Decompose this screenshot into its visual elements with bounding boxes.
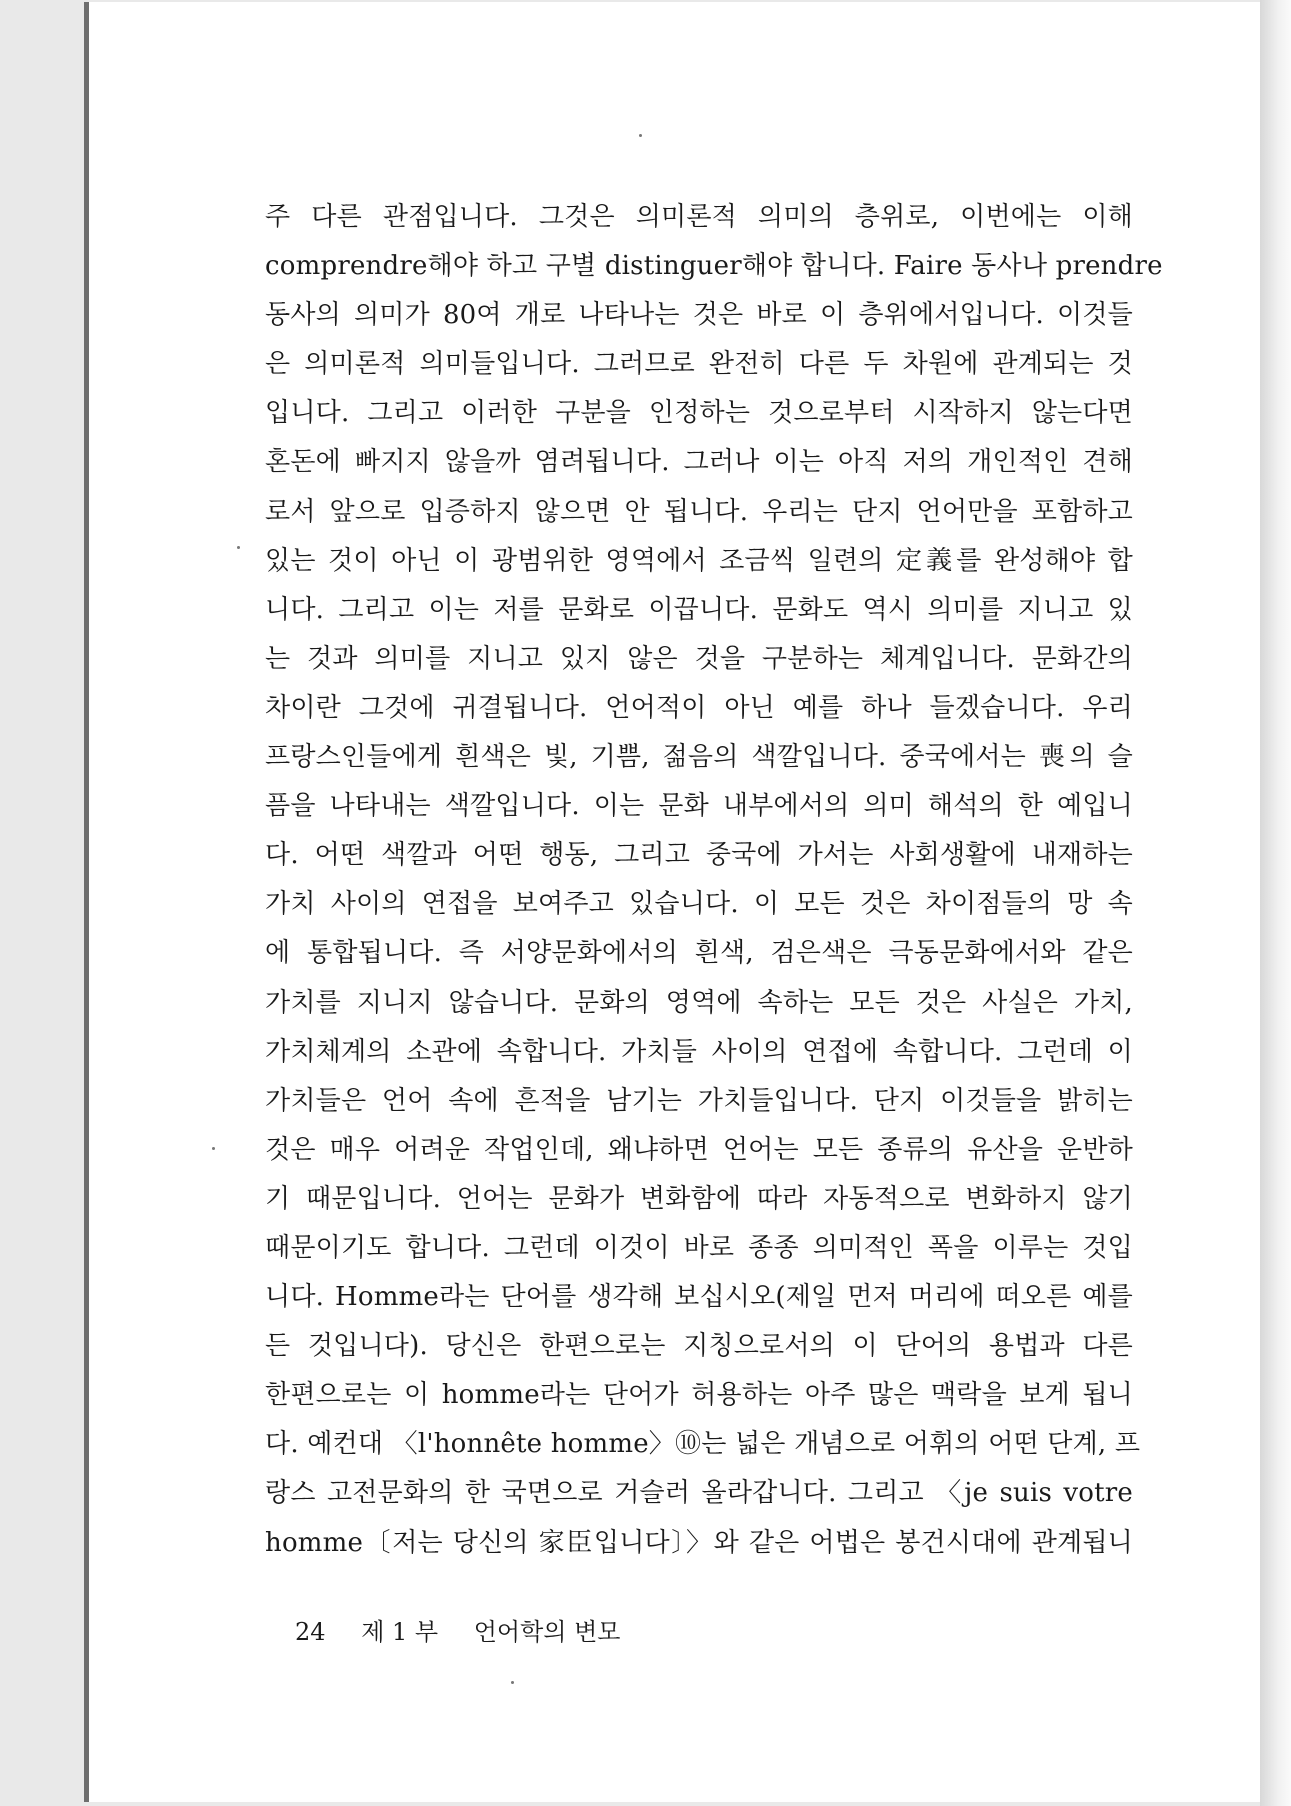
- text-line: 있는 것이 아닌 이 광범위한 영역에서 조금씩 일련의 定義를 완성해야 합: [265, 545, 1133, 576]
- text-line: 가치들은 언어 속에 흔적을 남기는 가치들입니다. 단지 이것들을 밝히는: [265, 1085, 1133, 1116]
- text-line: 때문이기도 합니다. 그런데 이것이 바로 종종 의미적인 폭을 이루는 것입: [265, 1232, 1133, 1263]
- text-line: 것은 매우 어려운 작업인데, 왜냐하면 언어는 모든 종류의 유산을 운반하: [265, 1134, 1133, 1165]
- text-line: 는 것과 의미를 지니고 있지 않은 것을 구분하는 체계입니다. 문화간의: [265, 643, 1133, 674]
- text-line: 가치체계의 소관에 속합니다. 가치들 사이의 연접에 속합니다. 그런데 이: [265, 1036, 1133, 1067]
- text-line: 기 때문입니다. 언어는 문화가 변화함에 따라 자동적으로 변화하지 않기: [265, 1183, 1133, 1214]
- body-text: [265, 193, 1163, 1568]
- part-label: 제 1 부: [361, 1618, 439, 1646]
- text-line: 차이란 그것에 귀결됩니다. 언어적이 아닌 예를 하나 들겠습니다. 우리: [265, 692, 1133, 723]
- text-line: 픔을 나타내는 색깔입니다. 이는 문화 내부에서의 의미 해석의 한 예입니: [265, 791, 1133, 822]
- text-line: 프랑스인들에게 흰색은 빛, 기쁨, 젊음의 색깔입니다. 중국에서는 喪의 슬: [265, 742, 1133, 773]
- text-line: 은 의미론적 의미들입니다. 그러므로 완전히 다른 두 차원에 관계되는 것: [265, 349, 1133, 380]
- text-line: 한편으로는 이 homme라는 단어가 허용하는 아주 많은 맥락을 보게 됩니: [265, 1380, 1133, 1411]
- text-line: 로서 앞으로 입증하지 않으면 안 됩니다. 우리는 단지 언어만을 포함하고: [265, 496, 1133, 527]
- scan-speck: [212, 1147, 215, 1150]
- scan-speck: [639, 134, 642, 137]
- text-line: 동사의 의미가 80여 개로 나타나는 것은 바로 이 층위에서입니다. 이것들: [265, 300, 1133, 331]
- text-line: 니다. Homme라는 단어를 생각해 보십시오(제일 먼저 머리에 떠오른 예를: [265, 1282, 1133, 1313]
- text-line: 에 통합됩니다. 즉 서양문화에서의 흰색, 검은색은 극동문화에서와 같은: [265, 938, 1133, 969]
- text-line: 가치 사이의 연접을 보여주고 있습니다. 이 모든 것은 차이점들의 망 속: [265, 889, 1133, 920]
- text-line: 든 것입니다). 당신은 한편으로는 지칭으로서의 이 단어의 용법과 다른: [265, 1331, 1133, 1362]
- text-line: 혼돈에 빠지지 않을까 염려됩니다. 그러나 이는 아직 저의 개인적인 견해: [265, 447, 1133, 478]
- text-line: 입니다. 그리고 이러한 구분을 인정하는 것으로부터 시작하지 않는다면: [265, 398, 1133, 429]
- text-line: 다. 예컨대 〈l'honnête homme〉⑩는 넓은 개념으로 어휘의 어떤 단계, 프: [265, 1429, 1141, 1460]
- text-line: 랑스 고전문화의 한 국면으로 거슬러 올라갑니다. 그리고 〈je suis votre: [265, 1478, 1133, 1509]
- scan-speck: [237, 546, 240, 549]
- page-edge: [1260, 0, 1291, 1806]
- text-line: comprendre해야 하고 구별 distinguer해야 합니다. Faire 동사나 prendre: [265, 251, 1163, 282]
- text-line: 니다. 그리고 이는 저를 문화로 이끕니다. 문화도 역시 의미를 지니고 있: [265, 594, 1133, 625]
- page-number: 24: [295, 1618, 326, 1646]
- page-footer: [295, 1612, 648, 1647]
- text-line: 다. 어떤 색깔과 어떤 행동, 그리고 중국에 가서는 사회생활에 내재하는: [265, 840, 1133, 871]
- scan-speck: [511, 1681, 514, 1684]
- text-line: 가치를 지니지 않습니다. 문화의 영역에 속하는 모든 것은 사실은 가치,: [265, 987, 1133, 1018]
- text-line: 주 다른 관점입니다. 그것은 의미론적 의미의 층위로, 이번에는 이해: [265, 202, 1133, 232]
- text-line: homme〔저는 당신의 家臣입니다〕〉와 같은 어법은 봉건시대에 관계됩니: [265, 1527, 1133, 1558]
- chapter-title: 언어학의 변모: [473, 1618, 621, 1646]
